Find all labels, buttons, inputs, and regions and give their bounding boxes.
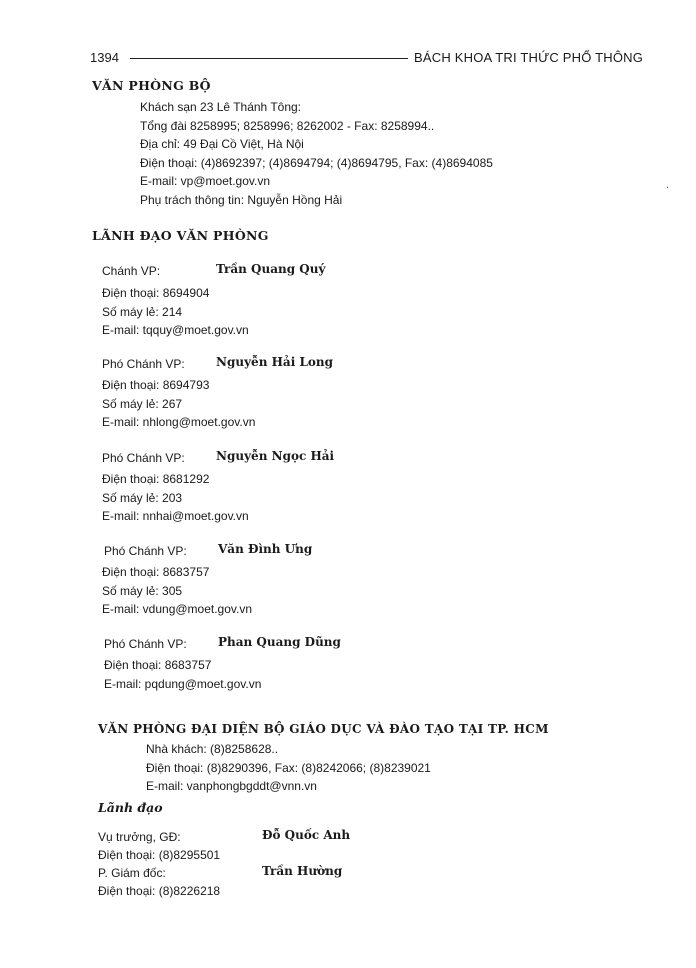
contact-line: Số máy lẻ: 203 [102, 490, 183, 505]
detail-line: Khách sạn 23 Lê Thánh Tông: [140, 100, 302, 114]
person-contact [102, 376, 255, 432]
contact-line: E-mail: vdung@moet.gov.vn [102, 602, 253, 616]
section-heading-van-phong-bo: VĂN PHÒNG BỘ [92, 78, 211, 93]
person-name: Nguyễn Ngọc Hải [216, 449, 335, 463]
person-contact [102, 470, 249, 526]
header-rule [130, 58, 390, 59]
van-phong-bo-details [140, 98, 493, 209]
section-heading-lanh-dao: LÃNH ĐẠO VĂN PHÒNG [92, 228, 269, 243]
contact-line: Số máy lẻ: 214 [102, 304, 183, 319]
table-row-left: P. Giám đốc: [98, 866, 166, 880]
detail-line: Điện thoại: (8)8290396, Fax: (8)8242066; (8)8239021 [146, 760, 431, 775]
person-contact [102, 563, 252, 619]
person-contact [104, 656, 261, 693]
contact-line: Điện thoại: 8683757 [102, 565, 210, 579]
stray-mark: · [666, 183, 670, 194]
contact-line: Điện thoại: 8694793 [102, 378, 210, 392]
contact-line: Điện thoại: 8681292 [102, 472, 210, 486]
person-role: Phó Chánh VP: [102, 451, 185, 465]
person-role: Phó Chánh VP: [104, 637, 187, 651]
person-name: Nguyễn Hải Long [216, 355, 333, 369]
table-row-right: Trần Hường [262, 864, 343, 878]
contact-line: Điện thoại: 8694904 [102, 286, 210, 300]
detail-line: E-mail: vp@moet.gov.vn [140, 174, 271, 188]
table-row-right: Đỗ Quốc Anh [262, 828, 351, 842]
header-rule-short [364, 58, 408, 59]
detail-line: Nhà khách: (8)8258628.. [146, 742, 279, 756]
section-heading-dai-dien: VĂN PHÒNG ĐẠI DIỆN BỘ GIÁO DỤC VÀ ĐÀO TẠO TẠI TP. HCM [98, 722, 549, 736]
subheading-lanh-dao: Lãnh đạo [98, 800, 163, 815]
dai-dien-details [146, 740, 431, 796]
table-row-left: Vụ trưởng, GĐ: [98, 830, 181, 844]
contact-line: E-mail: tqquy@moet.gov.vn [102, 323, 249, 337]
person-contact [102, 284, 249, 340]
person-name: Trần Quang Quý [216, 262, 326, 276]
detail-line: E-mail: vanphongbgddt@vnn.vn [146, 779, 317, 793]
contact-line: E-mail: pqdung@moet.gov.vn [104, 676, 262, 691]
person-name: Phan Quang Dũng [218, 635, 341, 649]
person-name: Văn Đình Ưng [218, 542, 313, 556]
table-row-left: Điện thoại: (8)8295501 [98, 848, 221, 862]
detail-line: Địa chỉ: 49 Đại Cồ Việt, Hà Nội [140, 137, 304, 151]
person-role: Phó Chánh VP: [102, 357, 185, 371]
detail-line: Tổng đài 8258995; 8258996; 8262002 - Fax: 8258994.. [140, 118, 435, 133]
running-title: BÁCH KHOA TRI THỨC PHỔ THÔNG [414, 50, 644, 65]
contact-line: Số máy lẻ: 267 [102, 396, 183, 411]
detail-line: Phụ trách thông tin: Nguyễn Hồng Hải [140, 192, 343, 207]
person-role: Chánh VP: [102, 264, 161, 278]
contact-line: E-mail: nnhai@moet.gov.vn [102, 509, 249, 523]
detail-line: Điện thoại: (4)8692397; (4)8694794; (4)8694795, Fax: (4)8694085 [140, 155, 493, 170]
table-row-left: Điện thoại: (8)8226218 [98, 884, 221, 898]
person-role: Phó Chánh VP: [104, 544, 187, 558]
contact-line: Điện thoại: 8683757 [104, 658, 212, 672]
page-number: 1394 [90, 50, 119, 65]
contact-line: E-mail: nhlong@moet.gov.vn [102, 415, 256, 429]
contact-line: Số máy lẻ: 305 [102, 583, 183, 598]
